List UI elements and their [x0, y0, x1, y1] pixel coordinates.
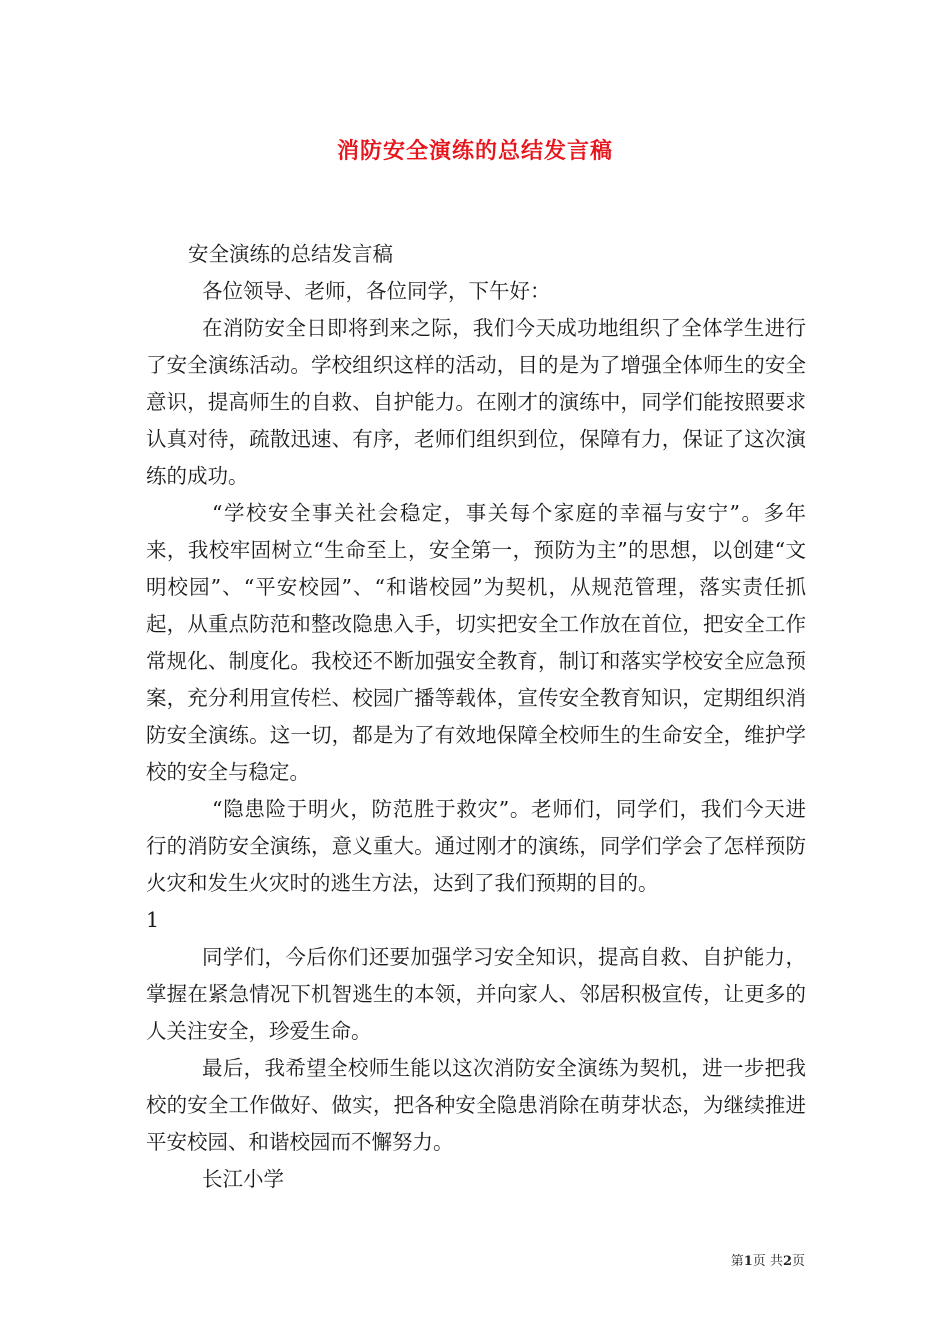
footer-prefix: 第: [730, 1254, 744, 1269]
paragraph-3: “隐患险于明火，防范胜于救灾”。老师们，同学们，我们今天进行的消防安全演练，意义重大。通过刚才的演练，同学们学会了怎样预防火灾和发生火灾时的逃生方法，达到了我们预期的目的。: [146, 797, 806, 895]
page-marker: 1: [146, 908, 160, 932]
document-title: 消防安全演练的总结发言稿: [336, 138, 613, 164]
paragraph-5: 最后，我希望全校师生能以这次消防安全演练为契机，进一步把我校的安全工作做好、做实，把各种安全隐患消除在萌芽状态，为继续推进平安校园、和谐校园而不懈努力。: [146, 1056, 806, 1154]
document-body: [146, 236, 806, 1198]
signature: 长江小学: [202, 1167, 284, 1191]
footer-total-pages: 2: [782, 1254, 792, 1269]
document-subtitle: 安全演练的总结发言稿: [188, 242, 393, 266]
page-footer: [731, 1250, 805, 1269]
footer-current-page: 1: [743, 1254, 753, 1269]
footer-suffix: 页: [791, 1254, 805, 1269]
paragraph-4: 同学们，今后你们还要加强学习安全知识，提高自救、自护能力，掌握在紧急情况下机智逃生的本领，并向家人、邻居积极宣传，让更多的人关注安全，珍爱生命。: [146, 945, 806, 1043]
footer-middle: 页 共: [752, 1254, 783, 1269]
paragraph-2: “学校安全事关社会稳定，事关每个家庭的幸福与安宁”。多年来，我校牢固树立“生命至上，安全第一，预防为主”的思想，以创建“文明校园”、“平安校园”、“和谐校园”为契机，从规范管理，落实责任抓起，从重点防范和整改隐患入手，切实把安全工作放在首位，把安全工作常规化、制度化。我校还不断加强安全教育，制订和落实学校安全应急预案，充分利用宣传栏、校园广播等载体，宣传安全教育知识，定期组织消防安全演练。这一切，都是为了有效地保障全校师生的生命安全，维护学校的安全与稳定。: [146, 501, 806, 784]
greeting: 各位领导、老师，各位同学，下午好：: [202, 279, 551, 303]
paragraph-1: 在消防安全日即将到来之际，我们今天成功地组织了全体学生进行了安全演练活动。学校组织这样的活动，目的是为了增强全体师生的安全意识，提高师生的自救、自护能力。在刚才的演练中，同学们能按照要求认真对待，疏散迅速、有序，老师们组织到位，保障有力，保证了这次演练的成功。: [146, 316, 806, 488]
